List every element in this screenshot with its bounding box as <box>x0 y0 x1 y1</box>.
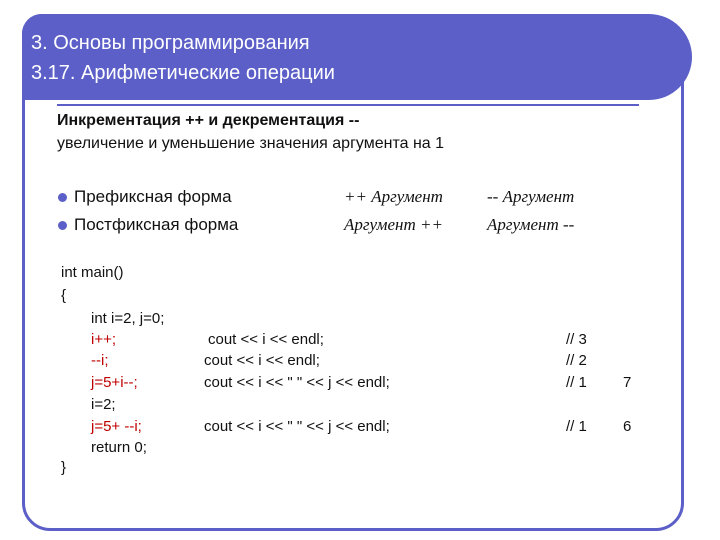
code-comment-1: // 3 <box>566 331 587 348</box>
code-output-1: cout << i << endl; <box>208 331 324 348</box>
form-label: Префиксная форма <box>74 187 232 206</box>
list-item-postfix-form <box>57 215 657 237</box>
code-statement-1: i++; <box>91 331 117 348</box>
title-bar <box>22 14 692 100</box>
code-output-5: cout << i << " " << j << endl; <box>204 418 390 435</box>
slide-subtitle: 3.17. Арифметические операции <box>31 62 335 84</box>
section-description: увеличение и уменьшение значения аргумента на 1 <box>57 135 445 152</box>
section-heading: Инкрементация ++ и декрементация -- <box>57 112 360 129</box>
code-comment-3: // 1 <box>566 374 587 391</box>
code-open-brace: { <box>61 287 67 304</box>
bullet-icon <box>58 221 67 230</box>
bullet-icon <box>58 193 67 202</box>
code-comment-5: // 1 <box>566 418 587 435</box>
code-statement-5: j=5+ --i; <box>91 418 142 435</box>
increment-syntax: Аргумент ++ <box>344 215 443 234</box>
code-output-3: cout << i << " " << j << endl; <box>204 374 390 391</box>
decrement-syntax: -- Аргумент <box>487 187 575 206</box>
code-output-2: cout << i << endl; <box>204 352 320 369</box>
code-return: return 0; <box>91 439 147 456</box>
code-close-brace: } <box>61 459 67 476</box>
title-divider <box>57 104 639 106</box>
list-item-prefix-form <box>57 187 657 209</box>
code-statement-2: --i; <box>91 352 109 369</box>
code-comment-2: // 2 <box>566 352 587 369</box>
decrement-syntax: Аргумент -- <box>487 215 575 234</box>
form-label: Постфиксная форма <box>74 215 239 234</box>
code-line-main: int main() <box>61 264 124 281</box>
code-statement-4: i=2; <box>91 396 116 413</box>
code-result-3: 7 <box>623 374 632 391</box>
slide-title: 3. Основы программирования <box>31 32 310 54</box>
code-statement-3: j=5+i--; <box>91 374 138 391</box>
code-declaration: int i=2, j=0; <box>91 310 165 327</box>
increment-syntax: ++ Аргумент <box>344 187 443 206</box>
code-result-5: 6 <box>623 418 632 435</box>
